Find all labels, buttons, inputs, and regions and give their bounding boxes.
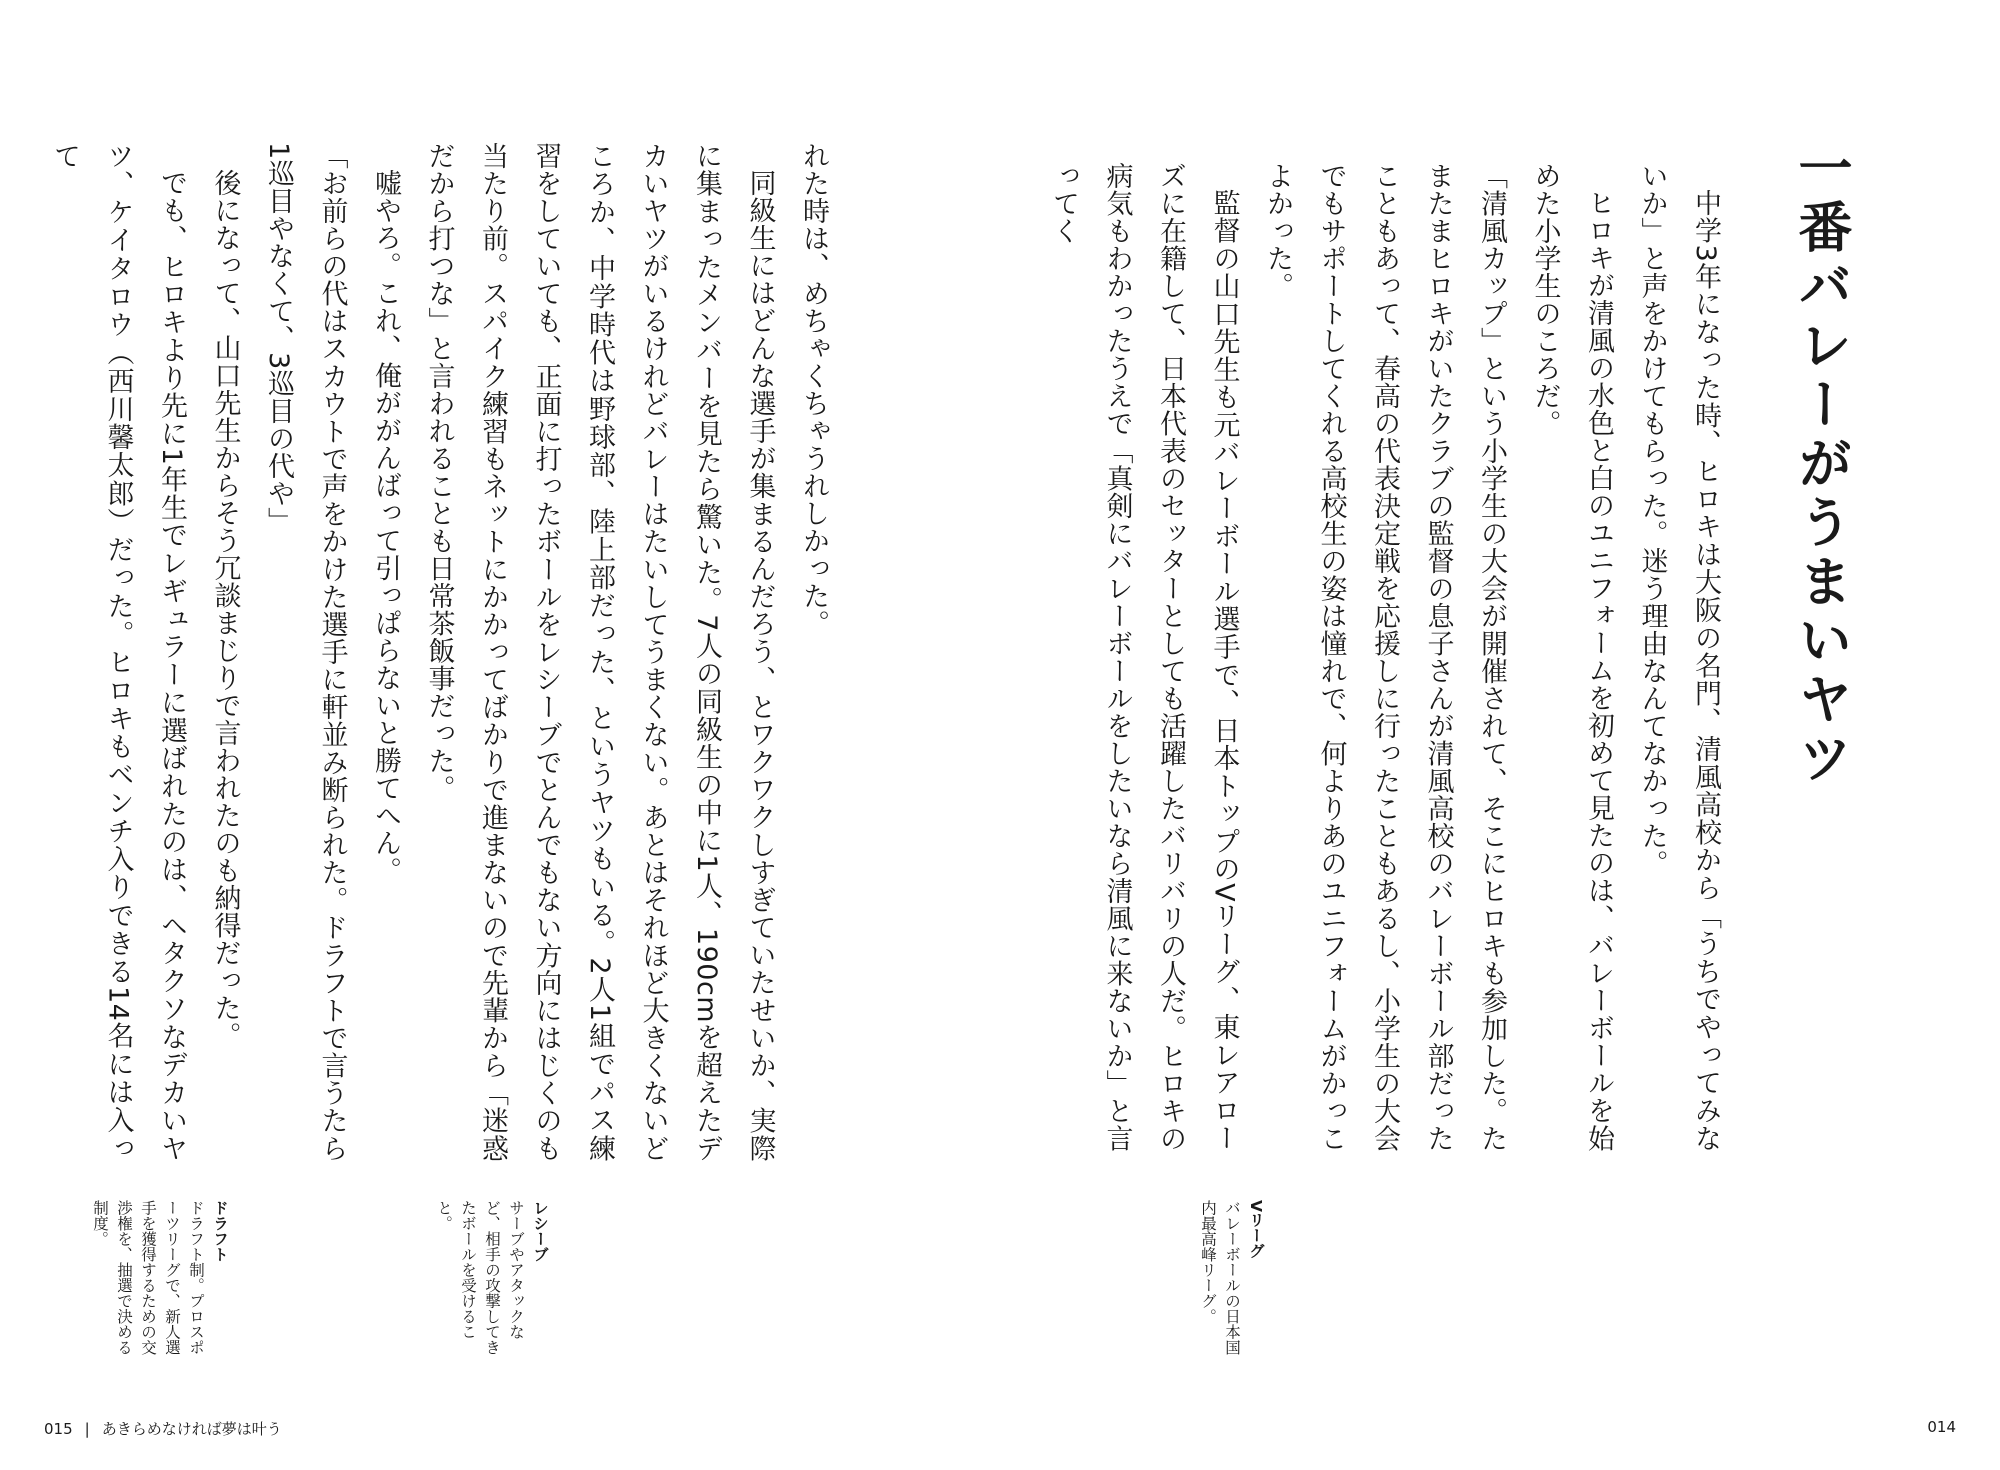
note-term: レシーブ (531, 1200, 549, 1262)
paragraph: でも、ヒロキより先に1年生でレギュラーに選ばれたのは、ヘタクソなデカいヤツ、ケイタロウ（西川馨太郎）だった。ヒロキもベンチ入りできる14名には入って (49, 142, 187, 1162)
paragraph: 監督の山口先生も元バレーボール選手で、日本トップのVリーグ、東レアローズに在籍して、日本代表のセッターとしても活躍したバリバリの人だ。ヒロキの病気もわかったうえで「真剣にバレーボールをしたいなら清風に来ないか」と言ってく (1048, 162, 1240, 1152)
book-title: あきらめなければ夢は叶う (101, 1420, 282, 1438)
right-page-footer (1927, 1418, 1956, 1436)
right-page-body (1048, 162, 1732, 1152)
footer-separator: | (84, 1420, 90, 1438)
paragraph: 同級生にはどんな選手が集まるんだろう、とワクワクしすぎていたせいか、実際に集まったメンバーを見たら驚いた。7人の同級生の中に1人、190cmを超えたデカいヤツがいるけれどバレーはたいしてうまくない。あとはそれほど大きくないどころか、中学時代は野球部、陸上部だった、というヤツもいる。2人1組でパス練習をしていても、正面に打ったボールをレシーブでとんでもない方向にはじくのも当たり前。スパイク練習もネットにかかってばかりで進まないので先輩から「迷惑だから打つな」と言われることも日常茶飯事だった。 (423, 142, 776, 1162)
paragraph: 嘘やろ。これ、俺ががんばって引っぱらないと勝てへん。 (370, 169, 401, 884)
paragraph: れた時は、めちゃくちゃうれしかった。 (798, 142, 829, 637)
glossary-note-receive (432, 1200, 552, 1370)
paragraph: 「清風カップ」という小学生の大会が開催されて、そこにヒロキも参加した。たまたまヒロキがいたクラブの監督の息子さんが清風高校のバレーボール部だったこともあって、春高の代表決定戦を応援しに行ったこともあるし、小学生の大会でもサポートしてくれる高校生の姿は憧れで、何よりあのユニフォームがかっこよかった。 (1262, 162, 1507, 1152)
glossary-note-vleague (1196, 1200, 1268, 1370)
paragraph: 後になって、山口先生からそう冗談まじりで言われたのも納得だった。 (209, 169, 241, 1049)
left-page-body (0, 142, 840, 1162)
page-number: 014 (1927, 1418, 1956, 1436)
paragraph: ヒロキが清風の水色と白のユニフォームを初めて見たのは、バレーボールを始めた小学生のころだ。 (1529, 162, 1614, 1152)
note-term: Vリーグ (1247, 1200, 1265, 1259)
note-term: ドラフト (211, 1200, 229, 1262)
note-text: ドラフト制。プロスポーツリーグで、新人選手を獲得するための交渉権を、抽選で決める制度。 (91, 1200, 205, 1355)
paragraph: 中学3年になった時、ヒロキは大阪の名門、清風高校から「うちでやってみないか」と声をかけてもらった。迷う理由なんてなかった。 (1636, 162, 1721, 1152)
note-text: サーブやアタックなど、相手の攻撃してきたボールを受けること。 (435, 1200, 525, 1355)
note-text: バレーボールの日本国内最高峰リーグ。 (1199, 1200, 1241, 1355)
glossary-note-draft (88, 1200, 232, 1370)
left-page-footer (44, 1418, 282, 1439)
chapter-title: 一番バレーがうまいヤツ (1790, 140, 1853, 789)
page-number: 015 (44, 1420, 73, 1438)
paragraph: 「お前らの代はスカウトで声をかけた選手に軒並み断られた。ドラフトで言うたら1巡目やなくて、3巡目の代や」 (263, 142, 348, 1163)
